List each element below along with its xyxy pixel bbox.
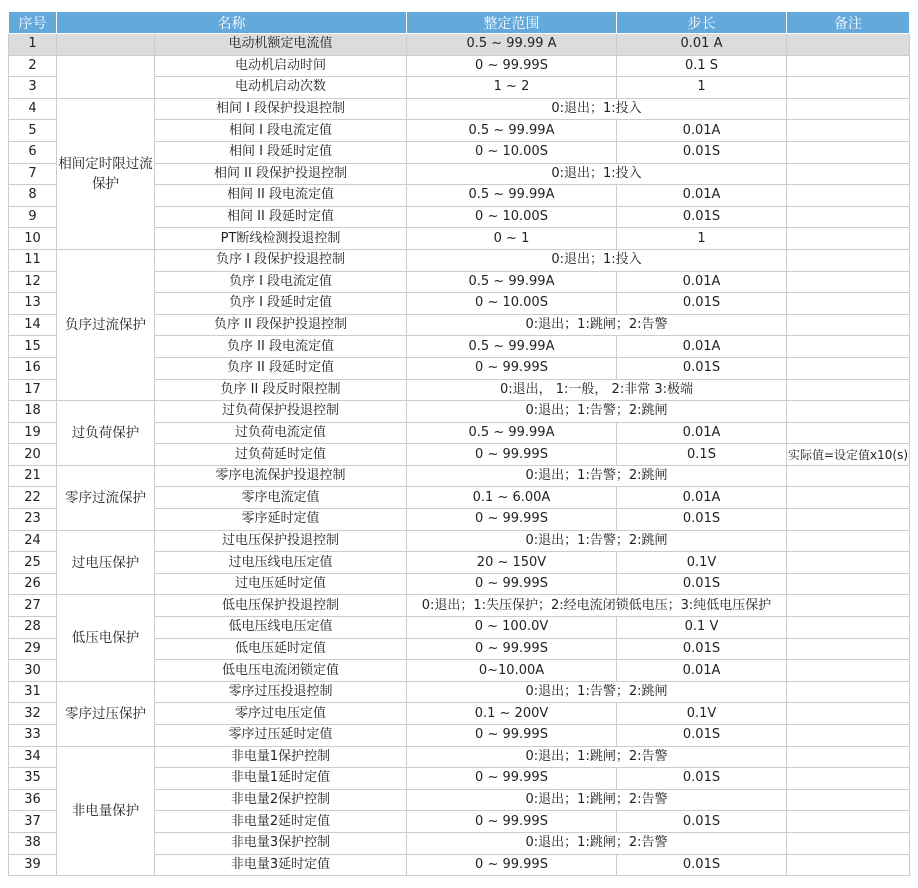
setting-step: 0.1V — [617, 552, 787, 574]
setting-name: 负序 I 段电流定值 — [155, 271, 407, 293]
setting-range: 0 ~ 99.99S — [407, 811, 617, 833]
row-number: 32 — [9, 703, 57, 725]
setting-name: 过电压保护投退控制 — [155, 530, 407, 552]
setting-name: 过负荷电流定值 — [155, 422, 407, 444]
table-row — [9, 746, 910, 768]
setting-name: 低电压延时定值 — [155, 638, 407, 660]
row-number: 31 — [9, 681, 57, 703]
setting-name: PT断线检测投退控制 — [155, 228, 407, 250]
setting-range: 0 ~ 99.99S — [407, 444, 617, 466]
row-number: 37 — [9, 811, 57, 833]
row-number: 11 — [9, 249, 57, 271]
setting-range: 0 ~ 99.99S — [407, 573, 617, 595]
table-header — [9, 12, 910, 34]
row-number: 6 — [9, 141, 57, 163]
setting-note — [787, 638, 910, 660]
setting-name: 电动机额定电流值 — [155, 34, 407, 56]
setting-step: 0.01A — [617, 422, 787, 444]
row-number: 28 — [9, 617, 57, 639]
setting-step: 0.1S — [617, 444, 787, 466]
setting-step: 0.01S — [617, 293, 787, 315]
group-label: 零序过流保护 — [57, 465, 155, 530]
setting-note — [787, 552, 910, 574]
setting-step: 1 — [617, 228, 787, 250]
setting-note — [787, 422, 910, 444]
row-number: 27 — [9, 595, 57, 617]
row-number: 24 — [9, 530, 57, 552]
setting-options: 0:退出；1:跳闸；2:告警 — [407, 314, 787, 336]
row-number: 7 — [9, 163, 57, 185]
row-number: 14 — [9, 314, 57, 336]
setting-note — [787, 249, 910, 271]
setting-note — [787, 293, 910, 315]
setting-range: 0.5 ~ 99.99A — [407, 422, 617, 444]
table-row — [9, 34, 910, 56]
setting-options: 0:退出；1:投入 — [407, 249, 787, 271]
setting-name: 过电压线电压定值 — [155, 552, 407, 574]
setting-range: 0 ~ 99.99S — [407, 55, 617, 77]
setting-note — [787, 34, 910, 56]
setting-name: 相间 II 段延时定值 — [155, 206, 407, 228]
row-number: 19 — [9, 422, 57, 444]
setting-options: 0:退出， 1:一般， 2:非常 3:极端 — [407, 379, 787, 401]
setting-note — [787, 379, 910, 401]
row-number: 4 — [9, 98, 57, 120]
setting-note — [787, 120, 910, 142]
col-header-name: 名称 — [57, 12, 407, 34]
setting-note — [787, 768, 910, 790]
setting-name: 负序 I 段延时定值 — [155, 293, 407, 315]
setting-name: 非电量3保护控制 — [155, 832, 407, 854]
setting-range: 0 ~ 100.0V — [407, 617, 617, 639]
setting-note — [787, 681, 910, 703]
setting-options: 0:退出；1:失压保护；2:经电流闭锁低电压；3:纯低电压保护 — [407, 595, 787, 617]
setting-note — [787, 465, 910, 487]
setting-range: 0.5 ~ 99.99A — [407, 336, 617, 358]
setting-name: 相间 I 段电流定值 — [155, 120, 407, 142]
setting-step: 0.01S — [617, 811, 787, 833]
table-row — [9, 465, 910, 487]
setting-note — [787, 314, 910, 336]
col-header-note: 备注 — [787, 12, 910, 34]
setting-options: 0:退出；1:告警；2:跳闸 — [407, 465, 787, 487]
setting-name: 非电量1保护控制 — [155, 746, 407, 768]
group-label: 过电压保护 — [57, 530, 155, 595]
setting-step: 0.01A — [617, 185, 787, 207]
row-number: 23 — [9, 509, 57, 531]
setting-range: 0 ~ 99.99S — [407, 725, 617, 747]
setting-range: 0 ~ 99.99S — [407, 638, 617, 660]
setting-name: 零序电流保护投退控制 — [155, 465, 407, 487]
setting-name: 非电量2延时定值 — [155, 811, 407, 833]
row-number: 3 — [9, 77, 57, 99]
row-number: 38 — [9, 832, 57, 854]
table-row — [9, 681, 910, 703]
setting-range: 1 ~ 2 — [407, 77, 617, 99]
setting-range: 0.1 ~ 200V — [407, 703, 617, 725]
setting-name: 相间 II 段保护投退控制 — [155, 163, 407, 185]
setting-note — [787, 595, 910, 617]
setting-note — [787, 573, 910, 595]
setting-name: 零序过电压定值 — [155, 703, 407, 725]
setting-name: 低电压保护投退控制 — [155, 595, 407, 617]
setting-step: 0.01S — [617, 768, 787, 790]
setting-note — [787, 228, 910, 250]
setting-step: 0.01S — [617, 509, 787, 531]
setting-step: 0.01S — [617, 638, 787, 660]
setting-name: 非电量1延时定值 — [155, 768, 407, 790]
setting-name: 相间 II 段电流定值 — [155, 185, 407, 207]
setting-note — [787, 336, 910, 358]
setting-step: 0.01S — [617, 357, 787, 379]
row-number: 22 — [9, 487, 57, 509]
row-number: 33 — [9, 725, 57, 747]
row-number: 29 — [9, 638, 57, 660]
setting-step: 0.01A — [617, 120, 787, 142]
row-number: 16 — [9, 357, 57, 379]
setting-name: 零序延时定值 — [155, 509, 407, 531]
setting-name: 相间 I 段保护投退控制 — [155, 98, 407, 120]
table-row — [9, 595, 910, 617]
row-number: 2 — [9, 55, 57, 77]
group-label: 负序过流保护 — [57, 249, 155, 400]
setting-range: 0 ~ 10.00S — [407, 141, 617, 163]
setting-step: 0.01S — [617, 206, 787, 228]
setting-range: 0.5 ~ 99.99 A — [407, 34, 617, 56]
group-label: 低压电保护 — [57, 595, 155, 681]
setting-step: 0.1V — [617, 703, 787, 725]
settings-table — [8, 11, 910, 876]
setting-range: 0.5 ~ 99.99A — [407, 120, 617, 142]
setting-options: 0:退出；1:跳闸；2:告警 — [407, 746, 787, 768]
setting-range: 20 ~ 150V — [407, 552, 617, 574]
setting-range: 0~10.00A — [407, 660, 617, 682]
row-number: 26 — [9, 573, 57, 595]
setting-name: 负序 II 段延时定值 — [155, 357, 407, 379]
setting-name: 低电压电流闭锁定值 — [155, 660, 407, 682]
setting-note — [787, 811, 910, 833]
setting-name: 非电量2保护控制 — [155, 789, 407, 811]
group-label: 非电量保护 — [57, 746, 155, 876]
row-number: 17 — [9, 379, 57, 401]
setting-note — [787, 832, 910, 854]
setting-name: 低电压线电压定值 — [155, 617, 407, 639]
setting-step: 0.01A — [617, 336, 787, 358]
setting-name: 过负荷延时定值 — [155, 444, 407, 466]
setting-note — [787, 746, 910, 768]
setting-note — [787, 401, 910, 423]
setting-note — [787, 77, 910, 99]
setting-name: 零序过压延时定值 — [155, 725, 407, 747]
setting-name: 负序 II 段反时限控制 — [155, 379, 407, 401]
setting-name: 负序 I 段保护投退控制 — [155, 249, 407, 271]
setting-range: 0 ~ 99.99S — [407, 357, 617, 379]
setting-note — [787, 55, 910, 77]
setting-note — [787, 357, 910, 379]
setting-step: 0.01A — [617, 660, 787, 682]
setting-name: 电动机启动次数 — [155, 77, 407, 99]
row-number: 15 — [9, 336, 57, 358]
setting-step: 0.01A — [617, 487, 787, 509]
setting-note — [787, 141, 910, 163]
setting-step: 1 — [617, 77, 787, 99]
setting-range: 0 ~ 10.00S — [407, 293, 617, 315]
setting-range: 0 ~ 99.99S — [407, 854, 617, 876]
setting-note — [787, 163, 910, 185]
setting-note — [787, 487, 910, 509]
row-number: 34 — [9, 746, 57, 768]
row-number: 9 — [9, 206, 57, 228]
setting-note — [787, 617, 910, 639]
setting-note — [787, 530, 910, 552]
setting-note — [787, 725, 910, 747]
setting-name: 非电量3延时定值 — [155, 854, 407, 876]
setting-step: 0.01S — [617, 854, 787, 876]
row-number: 20 — [9, 444, 57, 466]
setting-step: 0.01 A — [617, 34, 787, 56]
col-header-no: 序号 — [9, 12, 57, 34]
setting-note — [787, 509, 910, 531]
setting-step: 0.01S — [617, 573, 787, 595]
setting-name: 负序 II 段保护投退控制 — [155, 314, 407, 336]
table-row — [9, 401, 910, 423]
setting-range: 0.5 ~ 99.99A — [407, 271, 617, 293]
setting-note — [787, 185, 910, 207]
setting-name: 负序 II 段电流定值 — [155, 336, 407, 358]
setting-range: 0 ~ 99.99S — [407, 509, 617, 531]
setting-options: 0:退出；1:投入 — [407, 163, 787, 185]
setting-range: 0 ~ 99.99S — [407, 768, 617, 790]
setting-note — [787, 271, 910, 293]
group-label: 零序过压保护 — [57, 681, 155, 746]
row-number: 39 — [9, 854, 57, 876]
setting-options: 0:退出；1:告警；2:跳闸 — [407, 681, 787, 703]
row-number: 10 — [9, 228, 57, 250]
setting-name: 相间 I 段延时定值 — [155, 141, 407, 163]
setting-name: 零序过压投退控制 — [155, 681, 407, 703]
setting-name: 过负荷保护投退控制 — [155, 401, 407, 423]
setting-note: 实际值=设定值x10(s) — [787, 444, 910, 466]
setting-name: 电动机启动时间 — [155, 55, 407, 77]
setting-range: 0.5 ~ 99.99A — [407, 185, 617, 207]
row-number: 36 — [9, 789, 57, 811]
group-label — [57, 34, 155, 56]
setting-step: 0.1 V — [617, 617, 787, 639]
setting-range: 0 ~ 1 — [407, 228, 617, 250]
col-header-range: 整定范围 — [407, 12, 617, 34]
row-number: 21 — [9, 465, 57, 487]
table-row — [9, 530, 910, 552]
group-label: 相间定时限过流保护 — [57, 98, 155, 249]
setting-options: 0:退出；1:跳闸；2:告警 — [407, 832, 787, 854]
setting-options: 0:退出；1:告警；2:跳闸 — [407, 530, 787, 552]
setting-step: 0.01S — [617, 725, 787, 747]
setting-step: 0.01A — [617, 271, 787, 293]
setting-options: 0:退出；1:告警；2:跳闸 — [407, 401, 787, 423]
setting-note — [787, 660, 910, 682]
row-number: 5 — [9, 120, 57, 142]
setting-step: 0.01S — [617, 141, 787, 163]
setting-name: 过电压延时定值 — [155, 573, 407, 595]
table-row — [9, 249, 910, 271]
setting-range: 0.1 ~ 6.00A — [407, 487, 617, 509]
col-header-step: 步长 — [617, 12, 787, 34]
row-number: 35 — [9, 768, 57, 790]
row-number: 8 — [9, 185, 57, 207]
setting-note — [787, 98, 910, 120]
row-number: 12 — [9, 271, 57, 293]
row-number: 25 — [9, 552, 57, 574]
setting-step: 0.1 S — [617, 55, 787, 77]
table-row — [9, 98, 910, 120]
row-number: 18 — [9, 401, 57, 423]
row-number: 30 — [9, 660, 57, 682]
setting-note — [787, 703, 910, 725]
setting-range: 0 ~ 10.00S — [407, 206, 617, 228]
setting-options: 0:退出；1:投入 — [407, 98, 787, 120]
row-number: 1 — [9, 34, 57, 56]
group-label: 过负荷保护 — [57, 401, 155, 466]
table-row — [9, 55, 910, 77]
setting-name: 零序电流定值 — [155, 487, 407, 509]
setting-note — [787, 789, 910, 811]
setting-note — [787, 854, 910, 876]
setting-note — [787, 206, 910, 228]
setting-options: 0:退出；1:跳闸；2:告警 — [407, 789, 787, 811]
row-number: 13 — [9, 293, 57, 315]
group-label — [57, 55, 155, 98]
